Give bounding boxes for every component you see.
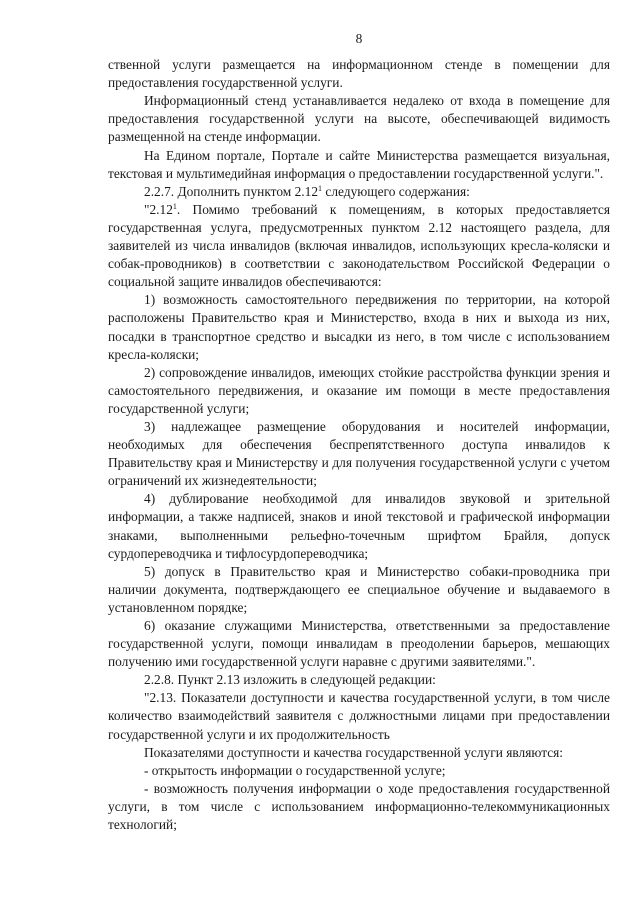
paragraph-2-2-7 [108,183,610,201]
list-item-2: 2) сопровождение инвалидов, имеющих стойкие расстройства функции зрения и самостоятельного передвижения, и оказание им помощи в месте предоставления государственной услуги; [108,364,610,416]
superscript-1: 1 [318,183,323,193]
list-item-4: 4) дублирование необходимой для инвалидов звуковой и зрительной информации, а также надписей, знаков и иной текстовой и графической информации знаками, выполненными рельефно-точечным шрифтом Брайля, допуск сурдопереводчика и тифлосурдопереводчика; [108,491,610,561]
superscript-1: 1 [172,201,177,211]
dash-item-openness: - открытость информации о государственной услуге; [144,762,446,778]
paragraph-2-12-1-text: . Помимо требований к помещениям, в которых предоставляется государственная услуга, предусмотренных пунктом 2.12 настоящего раздела, для заявителей из числа инвалидов (включая инвалидов, использующих кресла-коляски и собак-проводников) в соответствии с законодательством Российской Федерации о социальной защите инвалидов обеспечиваются: [108,201,610,290]
list-item-5: 5) допуск в Правительство края и Министерство собаки-проводника при наличии документа, подтверждающего ее специальное обучение и выдаваемого в установленном порядке; [108,563,610,615]
paragraph-portal-info: На Едином портале, Портале и сайте Министерства размещается визуальная, текстовая и мультимедийная информация о предоставлении государственной услуги.". [108,147,610,181]
dash-item-progress-info: - возможность получения информации о ходе предоставления государственной услуги, в том числе с использованием информационно-телекоммуникационных технологий; [108,780,610,833]
paragraph-2-2-8: 2.2.8. Пункт 2.13 изложить в следующей редакции: [144,672,436,688]
paragraph-continuation: ственной услуги размещается на информационном стенде в помещении для предоставления государственной услуги. [108,57,610,91]
document-page [108,30,610,834]
list-item-3: 3) надлежащее размещение оборудования и носителей информации, необходимых для обеспечения беспрепятственного доступа инвалидов к Правительству края и Министерству и для получения государственной услуги с учетом ограничений их жизнедеятельности; [108,418,610,489]
paragraph-info-stand: Информационный стенд устанавливается недалеко от входа в помещение для предоставления государственной услуги на высоте, обеспечивающей видимость размещенной на стенде информации. [108,93,610,145]
page-number: 8 [355,31,363,46]
list-item-1: 1) возможность самостоятельного передвижения по территории, на которой расположены Правительство края и Министерство, входа в них и выхода из них, посадки в транспортное средство и высадки из него, в том числе с использованием кресла-коляски; [108,292,610,362]
paragraph-2-12-1-lead: "2.12 [144,201,173,217]
list-item-6: 6) оказание служащими Министерства, ответственными за предоставление государственной услуги, помощи инвалидам в преодолении барьеров, мешающих получению ими государственной услуги наравне с другими заявителями.". [108,618,610,670]
paragraph-indicators: Показателями доступности и качества государственной услуги являются: [144,744,564,760]
paragraph-2-12-1 [108,201,610,291]
paragraph-2-2-7-text: 2.2.7. Дополнить пунктом 2.12 [144,183,319,199]
paragraph-2-2-7-tail: следующего содержания: [322,183,470,199]
paragraph-2-13-heading: "2.13. Показатели доступности и качества государственной услуги, в том числе количество взаимодействий заявителя с должностными лицами при предоставлении государственной услуги и их продолжительность [108,690,610,742]
